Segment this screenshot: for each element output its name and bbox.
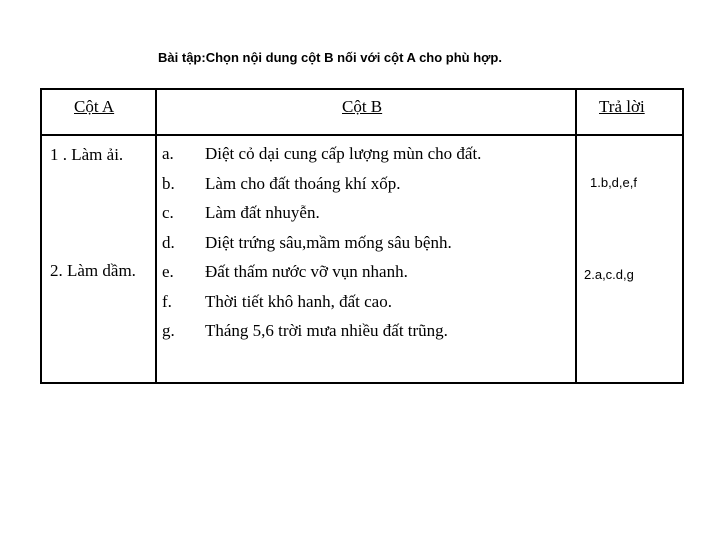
col-b-letter: c. <box>162 203 174 222</box>
header-col-b: Cột B <box>342 97 383 116</box>
col-b-letter: g. <box>162 321 175 340</box>
exercise-title: Bài tập:Chọn nội dung cột B nối với cột A cho phù hợp. <box>158 50 502 65</box>
col-b-letter: b. <box>162 173 175 193</box>
col-a-item-1: 1 . Làm ải. <box>50 145 124 164</box>
col-b-letter: e. <box>162 262 174 281</box>
col-b-text: Diệt cỏ dại cung cấp lượng mùn cho đất. <box>205 144 482 163</box>
header-divider <box>42 134 682 136</box>
col-b-letter: f. <box>162 291 172 311</box>
answer-2: 2.a,c.d,g <box>584 267 634 282</box>
column-divider-b <box>575 90 577 382</box>
matching-table <box>40 88 684 384</box>
answer-1: 1.b,d,e,f <box>590 175 637 190</box>
col-b-text: Diệt trứng sâu,mầm mống sâu bệnh. <box>205 232 452 252</box>
col-b-letter: d. <box>162 232 175 252</box>
col-b-text: Thời tiết khô hanh, đất cao. <box>205 291 392 311</box>
col-b-text: Làm cho đất thoáng khí xốp. <box>205 173 401 193</box>
col-b-letter: a. <box>162 144 174 163</box>
header-col-a: Cột A <box>74 97 115 116</box>
column-divider-a <box>155 90 157 382</box>
col-b-text: Đất thấm nước vỡ vụn nhanh. <box>205 262 408 281</box>
header-answer: Trả lời <box>599 97 645 116</box>
col-a-item-2: 2. Làm dầm. <box>50 261 136 280</box>
col-b-text: Tháng 5,6 trời mưa nhiều đất trũng. <box>205 321 448 340</box>
col-b-text: Làm đất nhuyễn. <box>205 203 320 222</box>
